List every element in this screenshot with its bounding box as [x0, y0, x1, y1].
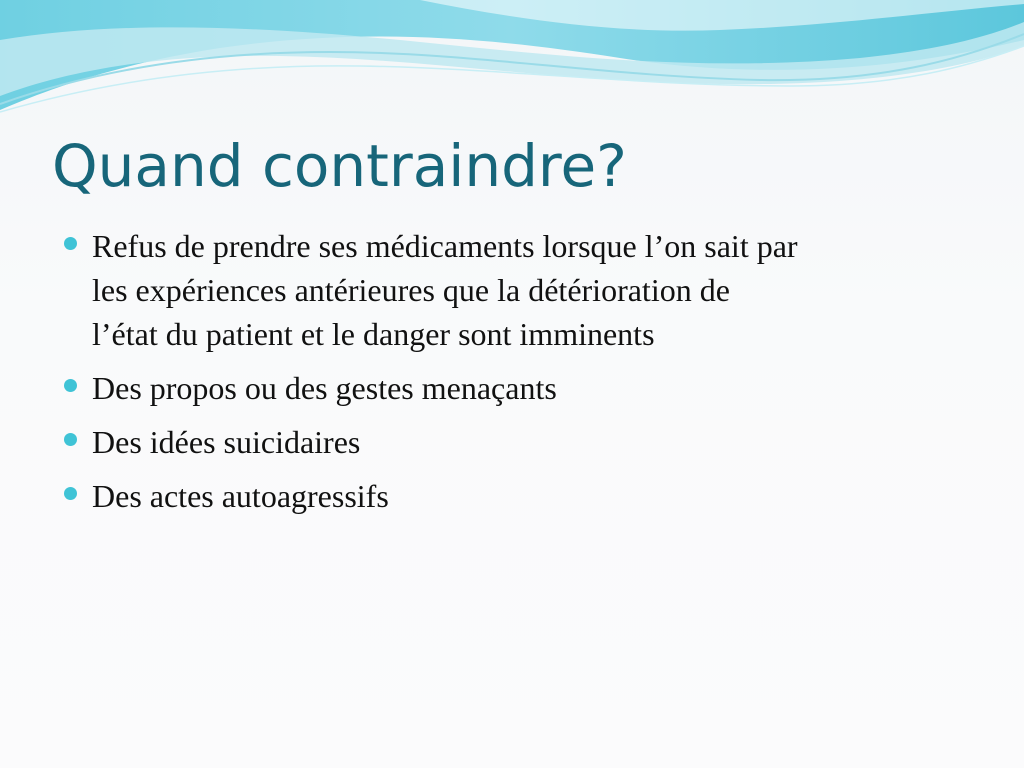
bullet-icon — [64, 237, 77, 250]
header-wave-decoration — [0, 0, 1024, 120]
bullet-text-line: les expériences antérieures que la détérioration de — [92, 272, 730, 308]
bullet-icon — [64, 379, 77, 392]
bullet-text-line: Des idées suicidaires — [92, 424, 361, 460]
bullet-icon — [64, 433, 77, 446]
bullet-text-line: l’état du patient et le danger sont imminents — [92, 316, 655, 352]
bullet-item — [64, 474, 964, 518]
bullet-icon — [64, 487, 77, 500]
bullet-item — [64, 420, 964, 464]
bullet-item — [64, 224, 964, 356]
slide-title: Quand contraindre? — [52, 132, 627, 200]
bullet-list — [64, 224, 964, 528]
bullet-text-line: Refus de prendre ses médicaments lorsque l’on sait par — [92, 228, 798, 264]
bullet-item — [64, 366, 964, 410]
bullet-text-line: Des propos ou des gestes menaçants — [92, 370, 557, 406]
bullet-text-line: Des actes autoagressifs — [92, 478, 389, 514]
